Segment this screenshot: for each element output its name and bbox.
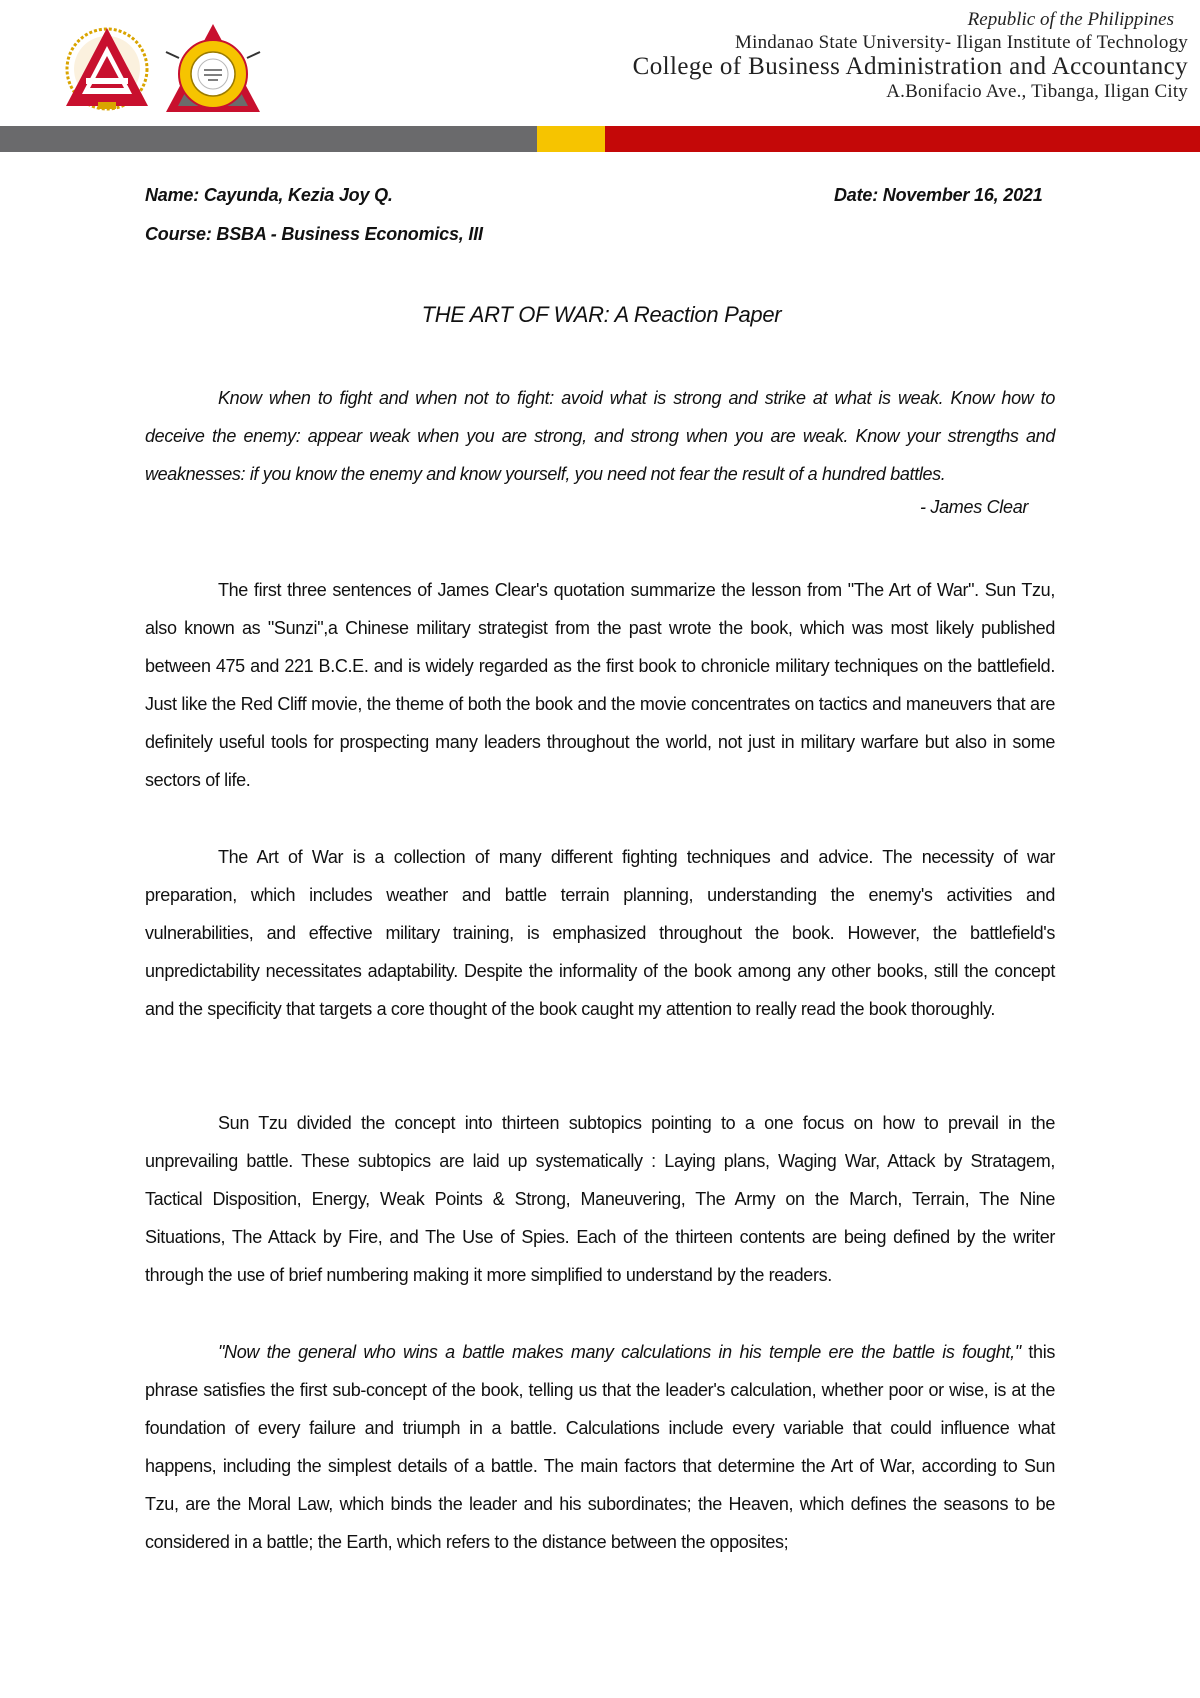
college-name: College of Business Administration and Accountancy (632, 53, 1188, 80)
inline-quote: "Now the general who wins a battle makes many calculations in his temple ere the battle is fought," (218, 1342, 1021, 1362)
paragraph-2 (145, 838, 1055, 1028)
college-address: A.Bonifacio Ave., Tibanga, Iligan City (886, 81, 1188, 102)
header-band-yellow (537, 126, 605, 152)
paragraph-1 (145, 571, 1055, 799)
header-band-gray (0, 126, 537, 152)
paragraph-4 (145, 1333, 1055, 1561)
paragraph-text: The first three sentences of James Clear's quotation summarize the lesson from "The Art of War". Sun Tzu, also known as "Sunzi",a Chinese military strategist from the past wrote the book, which was most likely published between 475 and 221 B.C.E. and is widely regarded as the first book to chronicle military techniques on the battlefield. Just like the Red Cliff movie, the theme of both the book and the movie concentrates on tactics and maneuvers that are definitely useful tools for prospecting many leaders throughout the world, not just in military warfare but also in some sectors of life. (145, 580, 1055, 790)
epigraph-author: - James Clear (920, 497, 1029, 517)
msu-iit-seal-icon (164, 22, 262, 114)
cbaa-emblem-icon (64, 22, 150, 116)
page-title: THE ART OF WAR: A Reaction Paper (421, 302, 782, 327)
student-course: Course: BSBA - Business Economics, III (145, 224, 483, 244)
university-name: Mindanao State University- Iligan Institute of Technology (735, 32, 1188, 53)
university-seal (164, 22, 262, 114)
student-name: Name: Cayunda, Kezia Joy Q. (145, 185, 393, 205)
paragraph-text (145, 1333, 1055, 1561)
paragraph-3 (145, 1104, 1055, 1294)
epigraph-quote (145, 379, 1055, 493)
paragraph-text: Sun Tzu divided the concept into thirteen subtopics pointing to a one focus on how to prevail in the unprevailing battle. These subtopics are laid up systematically : Laying plans, Waging War, Attack by Stratagem, Tactical Disposition, Energy, Weak Points & Strong, Maneuvering, The Army on the March, Terrain, The Nine Situations, The Attack by Fire, and The Use of Spies. Each of the thirteen contents are being defined by the writer through the use of brief numbering making it more simplified to understand by the readers. (145, 1113, 1055, 1285)
republic-line: Republic of the Philippines (967, 9, 1174, 30)
epigraph-text: Know when to fight and when not to fight: avoid what is strong and strike at what is weak. Know how to deceive the enemy: appear weak when you are strong, and strong when you are weak. Know your strengths and weaknesses: if you know the enemy and know yourself, you need not fear the result of a hundred battles. (145, 388, 1055, 484)
submission-date: Date: November 16, 2021 (834, 185, 1043, 205)
college-logo (64, 22, 150, 116)
header-band-red (605, 126, 1200, 152)
letterhead (633, 8, 1188, 104)
paragraph-rest: this phrase satisfies the first sub-concept of the book, telling us that the leader's calculation, whether poor or wise, is at the foundation of every failure and triumph in a battle. Calculations include every variable that could influence what happens, including the simplest details of a battle. The main factors that determine the Art of War, according to Sun Tzu, are the Moral Law, which binds the leader and his subordinates; the Heaven, which defines the seasons to be considered in a battle; the Earth, which refers to the distance between the opposites; (145, 1342, 1055, 1552)
paragraph-text: The Art of War is a collection of many different fighting techniques and advice. The necessity of war preparation, which includes weather and battle terrain planning, understanding the enemy's activities and vulnerabilities, and effective military training, is emphasized throughout the book. However, the battlefield's unpredictability necessitates adaptability. Despite the informality of the book among any other books, still the concept and the specificity that targets a core thought of the book caught my attention to really read the book thoroughly. (145, 847, 1055, 1019)
